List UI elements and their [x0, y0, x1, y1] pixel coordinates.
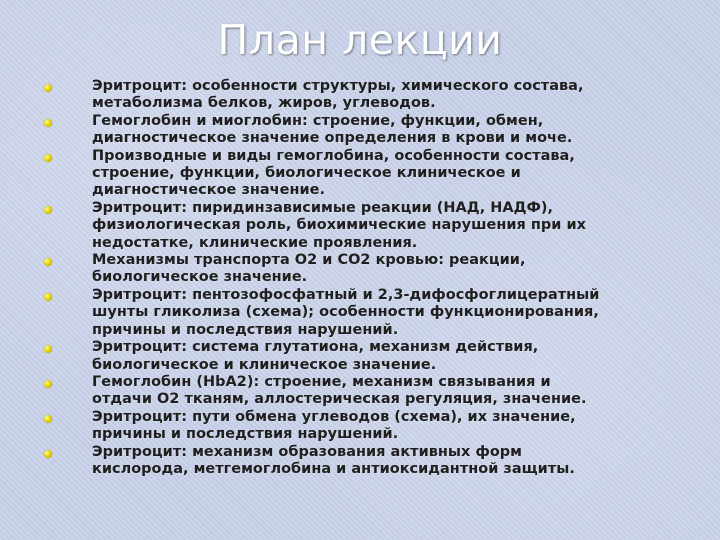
bullet-dot-icon — [44, 415, 52, 423]
list-item-text: Механизмы транспорта О2 и СО2 кровью: реакции, биологическое значение. — [92, 252, 526, 286]
list-item — [0, 78, 720, 113]
list-item — [0, 339, 720, 374]
lecture-plan-list — [0, 78, 720, 478]
bullet-dot-icon — [44, 119, 52, 127]
list-item — [0, 200, 720, 252]
bullet-dot-icon — [44, 345, 52, 353]
list-item-text: Производные и виды гемоглобина, особенности состава, строение, функции, биологическое клиническое и диагностическое значение. — [92, 147, 575, 199]
list-item-text: Эритроцит: пиридинзависимые реакции (НАД, НАДФ), физиологическая роль, биохимические нарушения при их недостатке, клинические проявления. — [92, 199, 587, 251]
list-item — [0, 148, 720, 200]
slide-title: План лекции — [217, 16, 503, 64]
list-item-text: Эритроцит: пути обмена углеводов (схема), их значение, причины и последствия нарушений. — [92, 408, 576, 443]
list-item — [0, 113, 720, 148]
bullet-dot-icon — [44, 380, 52, 388]
list-item-text: Гемоглобин (HbA2): строение, механизм связывания и отдачи О2 тканям, аллостерическая регуляция, значение. — [92, 373, 587, 408]
list-item — [0, 444, 720, 479]
bullet-dot-icon — [44, 450, 52, 458]
list-item — [0, 287, 720, 339]
list-item — [0, 374, 720, 409]
list-item-text: Эритроцит: система глутатиона, механизм действия, биологическое и клиническое значение. — [92, 339, 539, 373]
list-item-text: Эритроцит: особенности структуры, химического состава, метаболизма белков, жиров, углеводов. — [92, 78, 584, 112]
bullet-dot-icon — [44, 154, 52, 162]
list-item-text: Эритроцит: пентозофосфатный и 2,3-дифосфоглицератный шунты гликолиза (схема); особенности функционирования, причины и последствия нарушений. — [92, 286, 600, 338]
bullet-dot-icon — [44, 84, 52, 92]
list-item — [0, 409, 720, 444]
bullet-dot-icon — [44, 293, 52, 301]
list-item-text: Эритроцит: механизм образования активных форм кислорода, метгемоглобина и антиоксидантной защиты. — [92, 443, 575, 477]
bullet-dot-icon — [44, 258, 52, 266]
list-item — [0, 252, 720, 287]
bullet-dot-icon — [44, 206, 52, 214]
list-item-text: Гемоглобин и миоглобин: строение, функции, обмен, диагностическое значение определения в крови и моче. — [92, 112, 573, 147]
